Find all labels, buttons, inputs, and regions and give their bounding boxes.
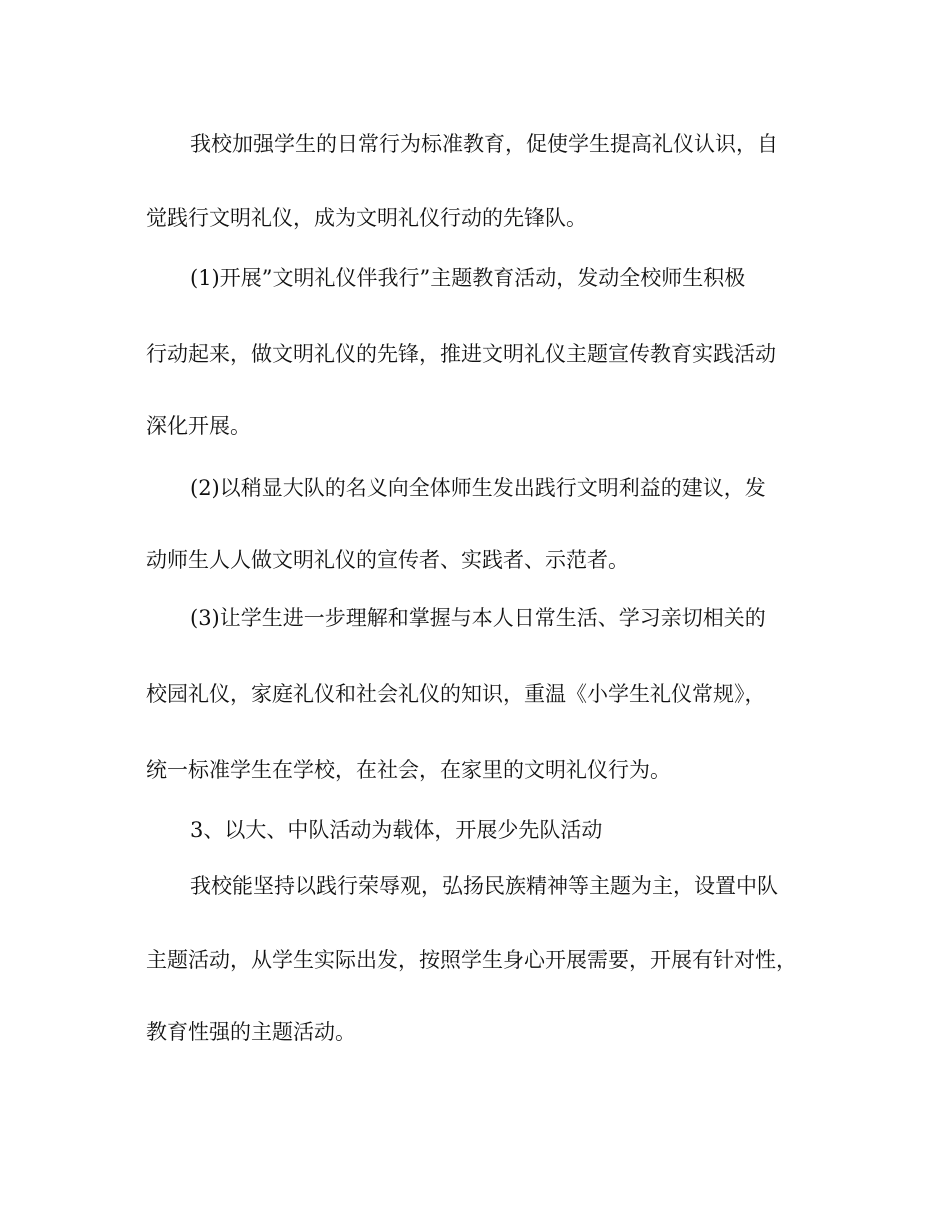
paragraph-line: 统一标准学生在学校，在社会，在家里的文明礼仪行为。	[146, 758, 671, 782]
list-item-2-line: (2)以稍显大队的名义向全体师生发出践行文明利益的建议，发	[190, 476, 766, 500]
paragraph-line: 觉践行文明礼仪，成为文明礼仪行动的先锋队。	[146, 206, 587, 230]
paragraph-line: 我校加强学生的日常行为标准教育，促使学生提高礼仪认识，自	[190, 132, 778, 156]
paragraph-line: 我校能坚持以践行荣辱观，弘扬民族精神等主题为主，设置中队	[190, 874, 778, 898]
paragraph-line: 深化开展。	[146, 414, 251, 438]
paragraph-line: 主题活动，从学生实际出发，按照学生身心开展需要，开展有针对性，	[146, 948, 797, 972]
list-item-1-line: (1)开展”文明礼仪伴我行”主题教育活动，发动全校师生积极	[190, 266, 746, 290]
section-heading: 3、以大、中队活动为载体，开展少先队活动	[190, 818, 603, 842]
list-item-3-line: (3)让学生进一步理解和掌握与本人日常生活、学习亲切相关的	[190, 606, 766, 630]
paragraph-line: 教育性强的主题活动。	[146, 1020, 356, 1044]
paragraph-line: 校园礼仪，家庭礼仪和社会礼仪的知识，重温《小学生礼仪常规》，	[146, 682, 766, 706]
paragraph-line: 动师生人人做文明礼仪的宣传者、实践者、示范者。	[146, 548, 629, 572]
paragraph-line: 行动起来，做文明礼仪的先锋，推进文明礼仪主题宣传教育实践活动	[146, 342, 776, 366]
